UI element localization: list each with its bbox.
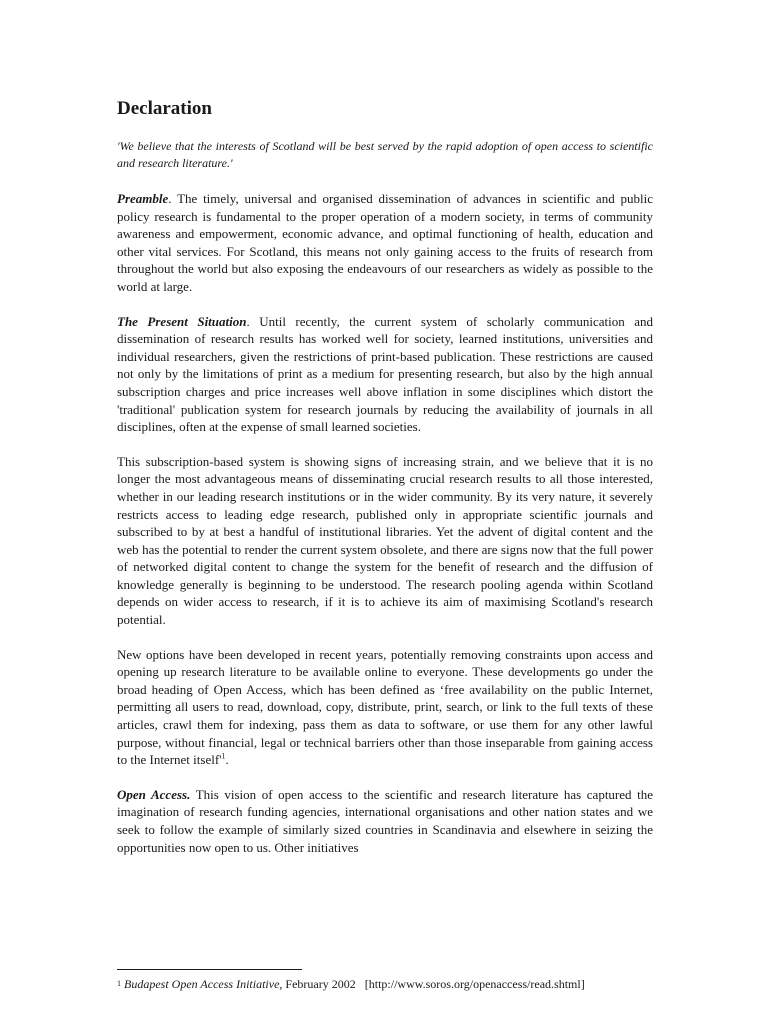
new-options-text: New options have been developed in recent years, potentially removing constraints upon access and opening up research literature to be available online to everyone. These developments go under the broad heading of Open Access, which has been defined as ‘free availability on the public Internet, permitting all users to read, download, copy, distribute, print, search, or link to the full texts of these articles, crawl them for indexing, pass them as data to software, or use them for any other lawful purpose, without financial, legal or technical barriers other than those inseparable from gaining access to the Internet itself' — [117, 646, 653, 768]
page-title: Declaration — [117, 98, 212, 119]
open-access-paragraph — [117, 786, 653, 856]
footnote-url[interactable]: [http://www.soros.org/openaccess/read.shtml] — [364, 977, 585, 991]
preamble-label: Preamble — [117, 191, 169, 206]
open-access-text: This vision of open access to the scientific and research literature has captured the imagination of research funding agencies, international organisations and other nation states and we seek to follow the example of similarly sized countries in Scandinavia and elsewhere in seizing the opportunities now open to us. Other initiatives — [117, 786, 653, 855]
new-options-paragraph: New options have been developed in recent years, potentially removing constraints upon access and opening up research literature to be available online to everyone. These developments go under the broad heading of Open Access, which has been defined as ‘free availability on the public Internet, permitting all users to read, download, copy, distribute, print, search, or link to the full texts of these articles, crawl them for indexing, pass them as data to software, or use them for any other lawful purpose, without financial, legal or technical barriers other than those inseparable from gaining access to the Internet $itself'^1$. — [117, 646, 653, 768]
preamble-text: . The timely, universal and organised dissemination of advances in scientific and public policy research is fundamental to the proper operation of a modern society, in terms of community awareness and empowerment, economic advance, and optimal functioning of health, education and other vital services. For Scotland, this means not only gaining access to the fruits of research from throughout the world but also exposing the endeavours of our researchers as widely as possible to the world at large. — [117, 191, 653, 294]
footnote — [117, 976, 677, 992]
preamble-paragraph — [117, 190, 653, 296]
footnote-date: , February 2002 — [279, 977, 356, 991]
footnote-divider — [117, 969, 302, 970]
footnote-number: 1 — [117, 979, 121, 988]
open-access-label: Open Access. — [117, 786, 191, 802]
present-situation-text: . Until recently, the current system of scholarly communication and dissemination of research results has worked well for society, learned institutions, universities and individual researchers, given the restrictions of print-based publication. These restrictions are caused not only by the limitations of print as a medium for presenting research, but also by the high annual subscription charges and price increases well above inflation in some disciplines which distort the 'traditional' publication system for research journals by reducing the availability of journals in all disciplines, often at the expense of small learned societies. — [117, 313, 653, 435]
present-situation-paragraph — [117, 313, 653, 436]
footnote-reference: 1 — [221, 751, 226, 761]
footnote-title: Budapest Open Access Initiative — [124, 977, 280, 991]
present-situation-label: The Present Situation — [117, 313, 247, 329]
document-body — [117, 96, 653, 856]
subscription-paragraph: This subscription-based system is showing signs of increasing strain, and we believe that it is no longer the most advantageous means of disseminating crucial research results to all those interested, whether in our leading research institutions or in the wider community. By its very nature, it severely restricts access to leading edge research, published only in appropriate scientific journals and subscribed to by at best a handful of institutional libraries. Yet the advent of digital content and the web has the potential to render the current system obsolete, and there are signs now that the full power of networked digital content to change the system for the benefit of research and the diffusion of knowledge generally is beginning to be understood. The research pooling agenda within Scotland depends on wider access to research, if it is to achieve its aim of maximising Scotland's research potential. — [117, 453, 653, 628]
declaration-quote: 'We believe that the interests of Scotland will be best served by the rapid adoption of open access to scientific and research literature.' — [117, 139, 653, 170]
